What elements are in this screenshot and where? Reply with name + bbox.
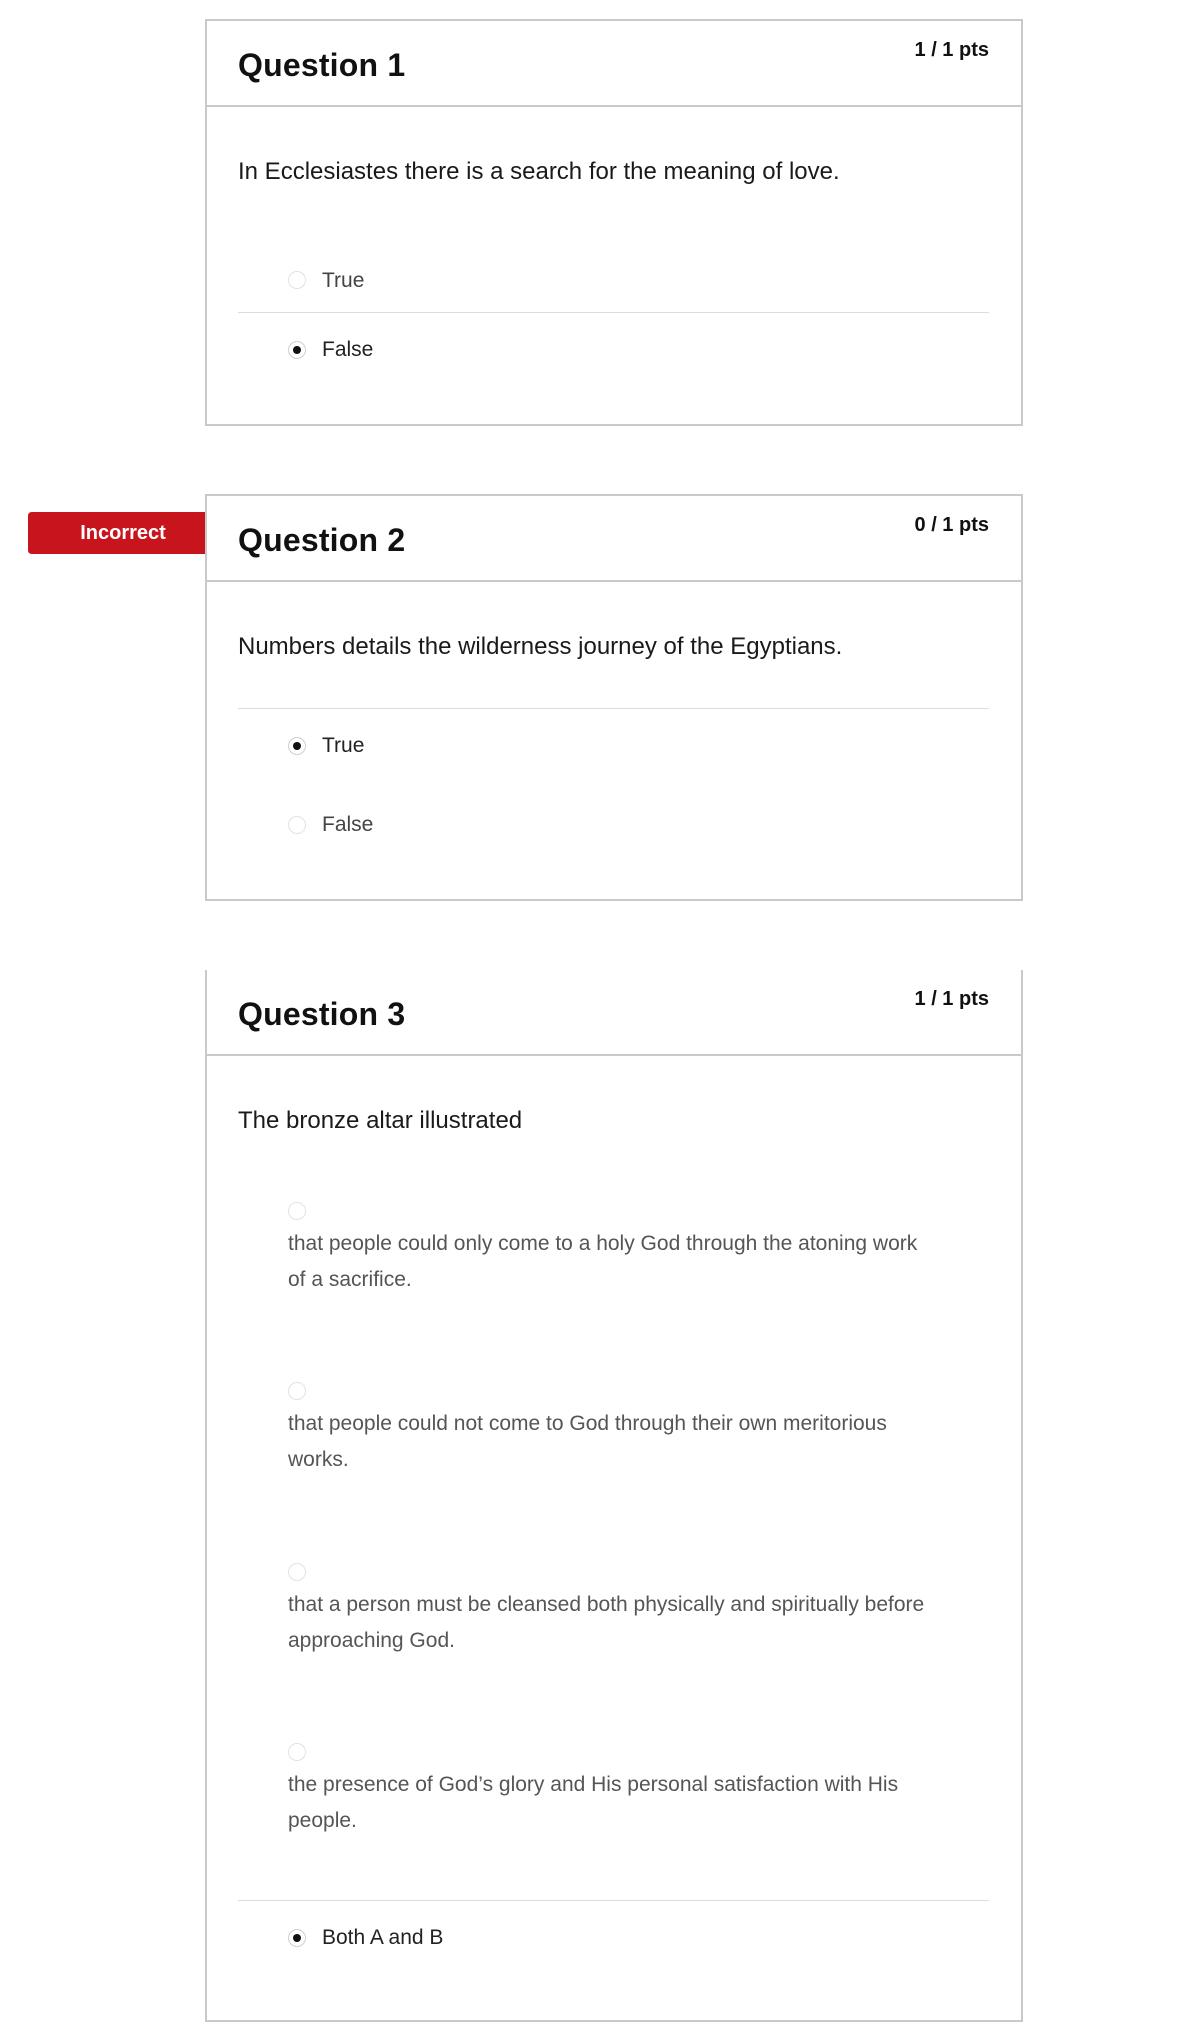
- incorrect-label: Incorrect: [80, 522, 166, 544]
- answer-label: True: [322, 269, 365, 292]
- question-points: 1 / 1 pts: [914, 988, 989, 1010]
- question-title: Question 3: [238, 996, 406, 1032]
- question-card-2: [205, 494, 1023, 901]
- question-text: Numbers details the wilderness journey of the Egyptians.: [238, 633, 843, 660]
- question-title: Question 2: [238, 522, 406, 558]
- answer-option-c[interactable]: [238, 1563, 989, 1713]
- answer-option-true[interactable]: [238, 708, 989, 789]
- answer-option-a[interactable]: [238, 1202, 989, 1352]
- answer-label: the presence of God’s glory and His personal satisfaction with His people.: [288, 1773, 899, 1832]
- answer-label: True: [322, 734, 365, 757]
- question-header: [207, 21, 1021, 107]
- radio-button[interactable]: [288, 271, 306, 289]
- radio-button[interactable]: [288, 1743, 306, 1761]
- answer-label: that people could not come to God through their own meritorious works.: [288, 1412, 887, 1471]
- answer-label: that people could only come to a holy God through the atoning work of a sacrifice.: [288, 1232, 918, 1291]
- radio-button[interactable]: [288, 1202, 306, 1220]
- answer-label: False: [322, 338, 374, 361]
- question-title: Question 1: [238, 47, 406, 83]
- radio-button[interactable]: [288, 816, 306, 834]
- answer-label: that a person must be cleansed both physically and spiritually before approaching God.: [288, 1593, 925, 1652]
- question-points: 1 / 1 pts: [914, 39, 989, 61]
- answer-option-e[interactable]: [238, 1900, 989, 1981]
- question-text: In Ecclesiastes there is a search for the meaning of love.: [238, 158, 840, 185]
- radio-button-selected[interactable]: [288, 1929, 306, 1947]
- question-header: [207, 496, 1021, 582]
- answer-label: False: [322, 813, 374, 836]
- radio-button[interactable]: [288, 1382, 306, 1400]
- radio-button-selected[interactable]: [288, 341, 306, 359]
- answer-option-false[interactable]: [238, 788, 989, 868]
- question-card-3: [205, 970, 1023, 2022]
- question-card-1: [205, 19, 1023, 426]
- answer-option-b[interactable]: [238, 1382, 989, 1532]
- radio-button-selected[interactable]: [288, 737, 306, 755]
- radio-button[interactable]: [288, 1563, 306, 1581]
- answer-option-false[interactable]: [238, 312, 989, 393]
- question-header: [207, 970, 1021, 1056]
- answer-label: Both A and B: [322, 1926, 444, 1949]
- answer-option-d[interactable]: [238, 1743, 989, 1893]
- question-text: The bronze altar illustrated: [238, 1107, 523, 1134]
- incorrect-badge: [28, 512, 228, 554]
- question-points: 0 / 1 pts: [914, 514, 989, 536]
